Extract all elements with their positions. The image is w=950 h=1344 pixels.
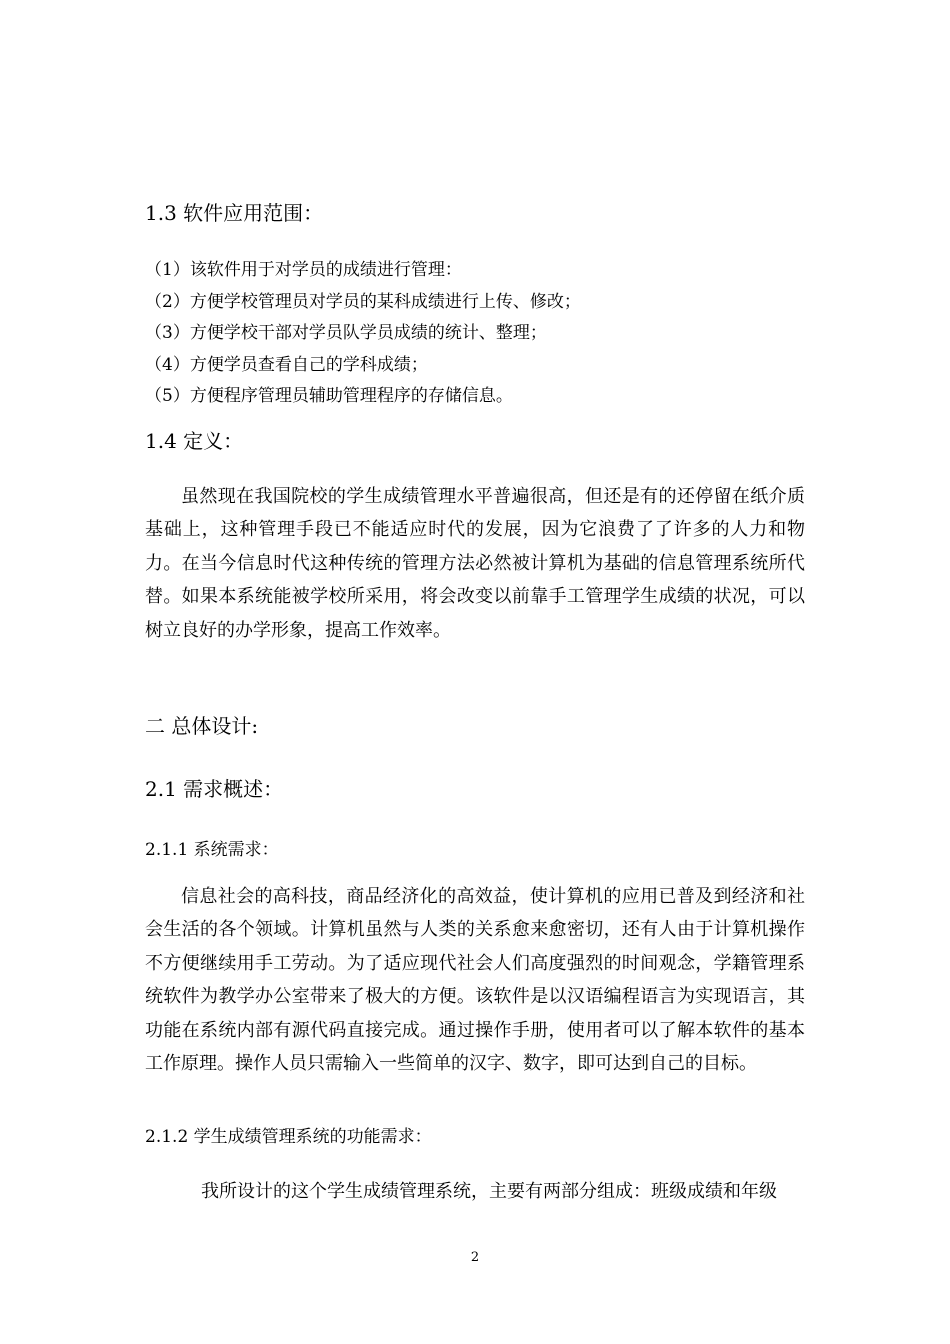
list-item: （2）方便学校管理员对学员的某科成绩进行上传、修改；: [145, 291, 581, 312]
functional-requirements-paragraph: 我所设计的这个学生成绩管理系统，主要有两部分组成：班级成绩和年级: [201, 1181, 777, 1202]
definition-paragraph: 虽然现在我国院校的学生成绩管理水平普遍很高，但还是有的还停留在纸介质基础上，这种管理手段已不能适应时代的发展，因为它浪费了了许多的人力和物力。在当今信息时代这种传统的管理方法必然被计算机为基础的信息管理系统所代替。如果本系统能被学校所采用，将会改变以前靠手工管理学生成绩的状况，可以树立良好的办学形象，提高工作效率。: [145, 486, 805, 641]
heading-1-3: 1.3 软件应用范围：: [145, 201, 324, 225]
heading-2-1: 2.1 需求概述：: [145, 777, 284, 801]
heading-2-1-2: 2.1.2 学生成绩管理系统的功能需求：: [145, 1127, 432, 1147]
heading-2: 二 总体设计:: [145, 714, 259, 738]
list-item: （4）方便学员查看自己的学科成绩；: [145, 354, 428, 375]
page-number: 2: [470, 1250, 480, 1265]
heading-2-1-1: 2.1.1 系统需求：: [145, 840, 279, 860]
heading-1-4: 1.4 定义：: [145, 429, 244, 453]
system-requirements-paragraph: 信息社会的高科技，商品经济化的高效益，使计算机的应用已普及到经济和社会生活的各个领域。计算机虽然与人类的关系愈来愈密切，还有人由于计算机操作不方便继续用手工劳动。为了适应现代社会人们高度强烈的时间观念，学籍管理系统软件为教学办公室带来了极大的方便。该软件是以汉语编程语言为实现语言，其功能在系统内部有源代码直接完成。通过操作手册，使用者可以了解本软件的基本工作原理。操作人员只需输入一些简单的汉字、数字，即可达到自己的目标。: [145, 886, 805, 1075]
list-item: （5）方便程序管理员辅助管理程序的存储信息。: [145, 386, 513, 406]
scope-list: [145, 255, 805, 413]
list-item: （1）该软件用于对学员的成绩进行管理：: [145, 260, 462, 280]
list-item: （3）方便学校干部对学员队学员成绩的统计、整理；: [145, 323, 547, 343]
